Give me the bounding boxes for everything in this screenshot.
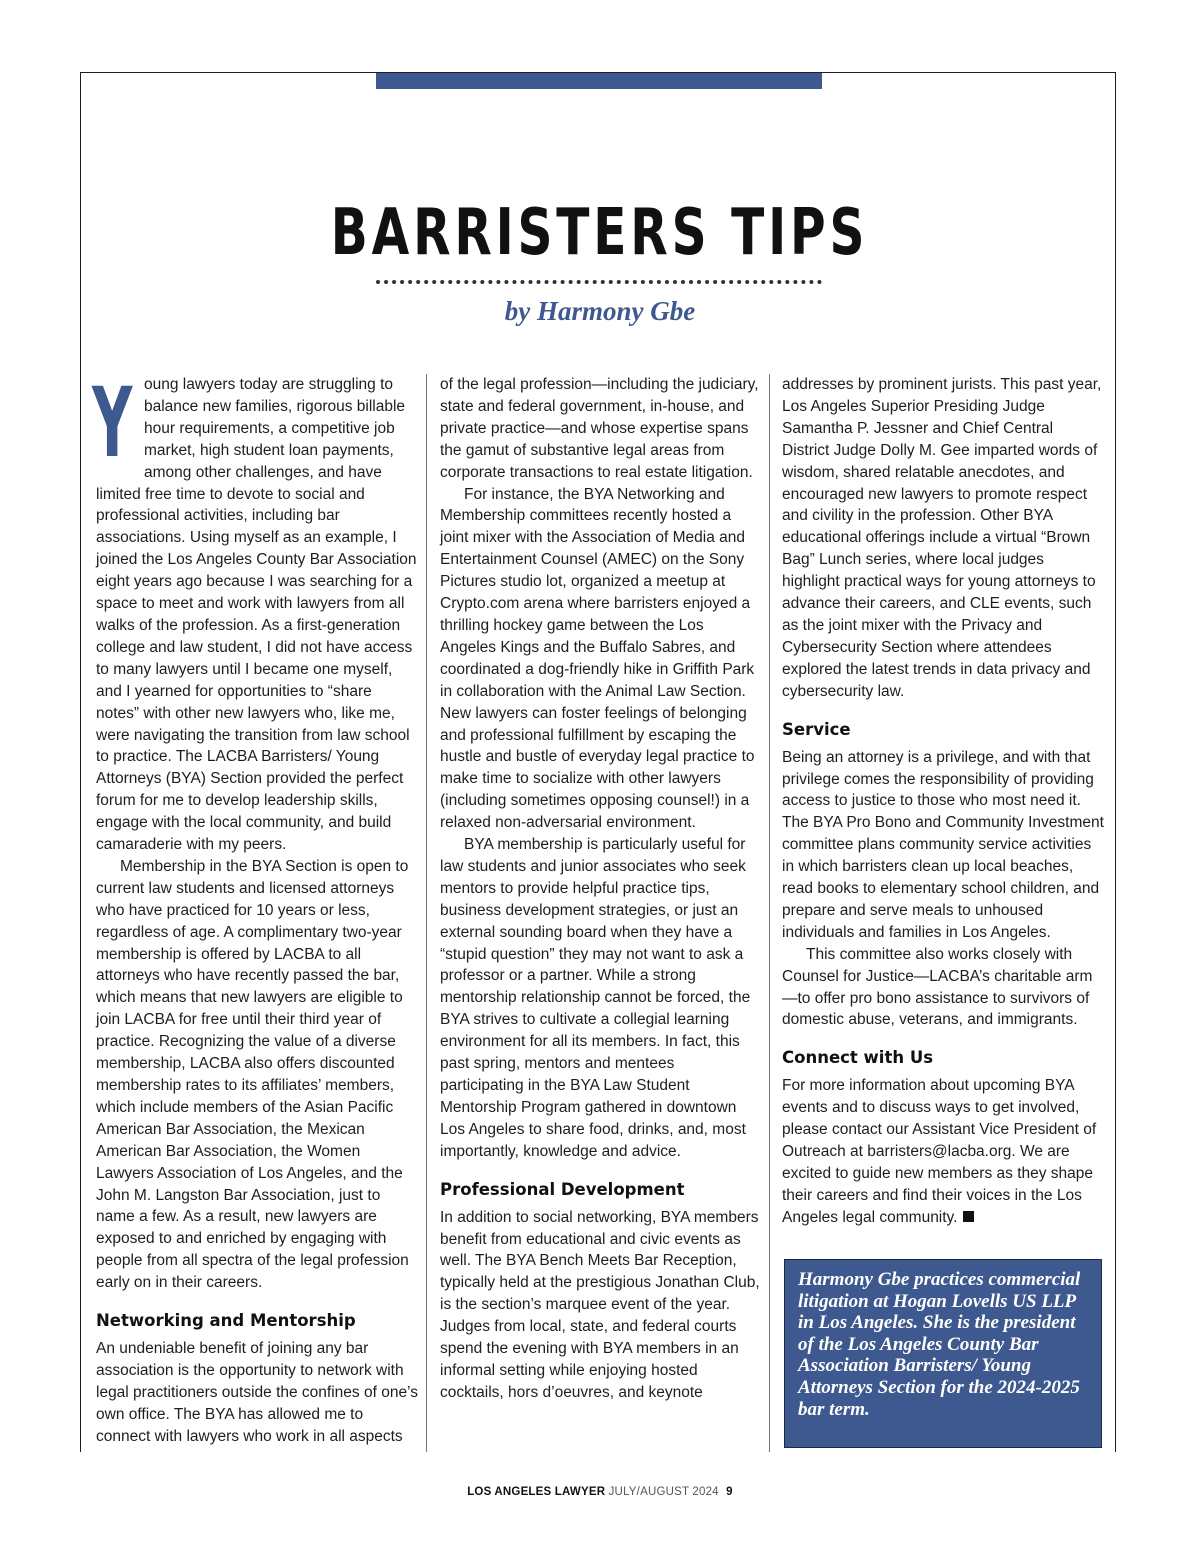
author-bio-box: Harmony Gbe practices commercial litigation at Hogan Lovells US LLP in Los Angeles. She is the president of the Los Angeles County Bar Association Barristers/ Young Attorneys Section for the 2024-2025 bar term. xyxy=(784,1259,1102,1448)
paragraph: An undeniable benefit of joining any bar association is the opportunity to network with legal practitioners outside the confines of one’s own office. The BYA has allowed me to connect with lawyers who work in all aspects xyxy=(96,1340,418,1445)
drop-cap: Y xyxy=(92,367,133,479)
closing-paragraph xyxy=(782,1075,1104,1228)
end-mark-icon xyxy=(963,1211,974,1222)
section-heading-service: Service xyxy=(782,719,851,739)
paragraph: addresses by prominent jurists. This past year, Los Angeles Superior Presiding Judge Samantha P. Jessner and Chief Central District Judge Dolly M. Gee imparted words of wisdom, shared relatable anecdotes, and encouraged new lawyers to promote respect and civility in the profession. Other BYA educational offerings include a virtual “Brown Bag” Lunch series, where local judges highlight practical ways for young attorneys to advance their careers, and CLE events, such as the joint mixer with the Privacy and Cybersecurity Section where attendees explored the latest trends in data privacy and cybersecurity law. xyxy=(782,376,1102,700)
paragraph-text: For more information about upcoming BYA events and to discuss ways to get involved, please contact our Assistant Vice President of Outreach at barristers@lacba.org. We are excited to guide new members as they shape their careers and find their voices in the Los Angeles legal community. xyxy=(782,1077,1097,1226)
byline: by Harmony Gbe xyxy=(504,296,696,326)
paragraph: BYA membership is particularly useful for law students and junior associates who seek mentors to provide helpful practice tips, business development strategies, or just an external sounding board when they have a “stupid question” they may not want to ask a professor or a partner. While a strong mentorship relationship cannot be forced, the BYA strives to cultivate a collegial learning environment for all its members. In fact, this past spring, mentors and mentees participating in the BYA Law Student Mentorship Program gathered in downtown Los Angeles to share food, drinks, and, most importantly, knowledge and advice. xyxy=(440,836,751,1160)
article-column-2 xyxy=(440,374,762,1404)
paragraph: Membership in the BYA Section is open to current law students and licensed attorneys who have practiced for 10 years or less, regardless of age. A complimentary two-year membership is offered by LACBA to all attorneys who have recently passed the bar, which means that new lawyers are eligible to join LACBA for free until their third year of practice. Recognizing the value of a diverse membership, LACBA also offers discounted membership rates to its affiliates’ members, which include members of the Asian Pacific American Bar Association, the Mexican American Bar Association, the Women Lawyers Association of Los Angeles, and the John M. Langston Bar Association, just to name a few. As a result, new lawyers are exposed to and enriched by engaging with people from all spectra of the legal profession early on in their careers. xyxy=(96,857,409,1292)
paragraph: For instance, the BYA Networking and Membership committees recently hosted a joint mixer with the Association of Media and Entertainment Counsel (AMEC) on the Sony Pictures studio lot, organized a meetup at Crypto.com arena where barristers enjoyed a thrilling hockey game between the Los Angeles Kings and the Buffalo Sabres, and coordinated a dog-friendly hike in Griffith Park in collaboration with the Animal Law Section. New lawyers can foster feelings of belonging and professional fulfillment by escaping the hustle and bustle of everyday legal practice to make time to socialize with other lawyers (including sometimes opposing counsel!) in a relaxed non-adversarial environment. xyxy=(440,485,755,832)
dotted-divider xyxy=(376,280,822,284)
column-rule xyxy=(769,374,770,1452)
publication-name: LOS ANGELES LAWYER xyxy=(467,1486,606,1498)
article-column-1 xyxy=(92,367,418,1448)
paragraph: This committee also works closely with Counsel for Justice—LACBA’s charitable arm—to offer pro bono assistance to survivors of domestic abuse, veterans, and immigrants. xyxy=(782,945,1093,1029)
page-footer xyxy=(0,1486,1200,1498)
issue-date: JULY/AUGUST 2024 xyxy=(608,1486,719,1498)
section-heading-connect: Connect with Us xyxy=(782,1048,934,1068)
paragraph: oung lawyers today are struggling to balance new families, rigorous billable hour requirements, a competitive job market, high student loan payments, among other challenges, and have limited free time to devote to social and professional activities, including bar associations. Using myself as an example, I joined the Los Angeles County Bar Association eight years ago because I was searching for a space to meet and work with lawyers from all walks of the profession. As a first-generation college and law student, I did not have access to many lawyers until I became one myself, and I yearned for opportunities to “share notes” with other new lawyers who, like me, were navigating the transition from law school to practice. The LACBA Barristers/ Young Attorneys (BYA) Section provided the perfect forum for me to develop leadership skills, engage with the local community, and build camaraderie with my peers. xyxy=(96,376,417,854)
column-rule xyxy=(426,374,427,1452)
header-accent-bar xyxy=(376,73,822,89)
section-heading-networking: Networking and Mentorship xyxy=(96,1311,356,1331)
paragraph: In addition to social networking, BYA members benefit from educational and civic events as well. The BYA Bench Meets Bar Reception, typically held at the prestigious Jonathan Club, is the section’s marquee event of the year. Judges from local, state, and federal courts spend the evening with BYA members in an informal setting while enjoying hosted cocktails, hors d’oeuvres, and keynote xyxy=(440,1208,760,1401)
section-heading-professional-development: Professional Development xyxy=(440,1179,685,1199)
article-column-3 xyxy=(782,374,1104,1229)
page-number: 9 xyxy=(726,1486,733,1498)
paragraph: Being an attorney is a privilege, and with that privilege comes the responsibility of providing access to justice to those who most need it. The BYA Pro Bono and Community Investment committee plans community service activities in which barristers clean up local beaches, read books to elementary school children, and prepare and serve meals to unhoused individuals and families in Los Angeles. xyxy=(782,748,1104,941)
paragraph: of the legal profession—including the judiciary, state and federal government, in-house, and private practice—and whose expertise spans the gamut of substantive legal areas from corporate transactions to real estate litigation. xyxy=(440,376,759,481)
page-title: BARRISTERS TIPS xyxy=(330,196,869,270)
